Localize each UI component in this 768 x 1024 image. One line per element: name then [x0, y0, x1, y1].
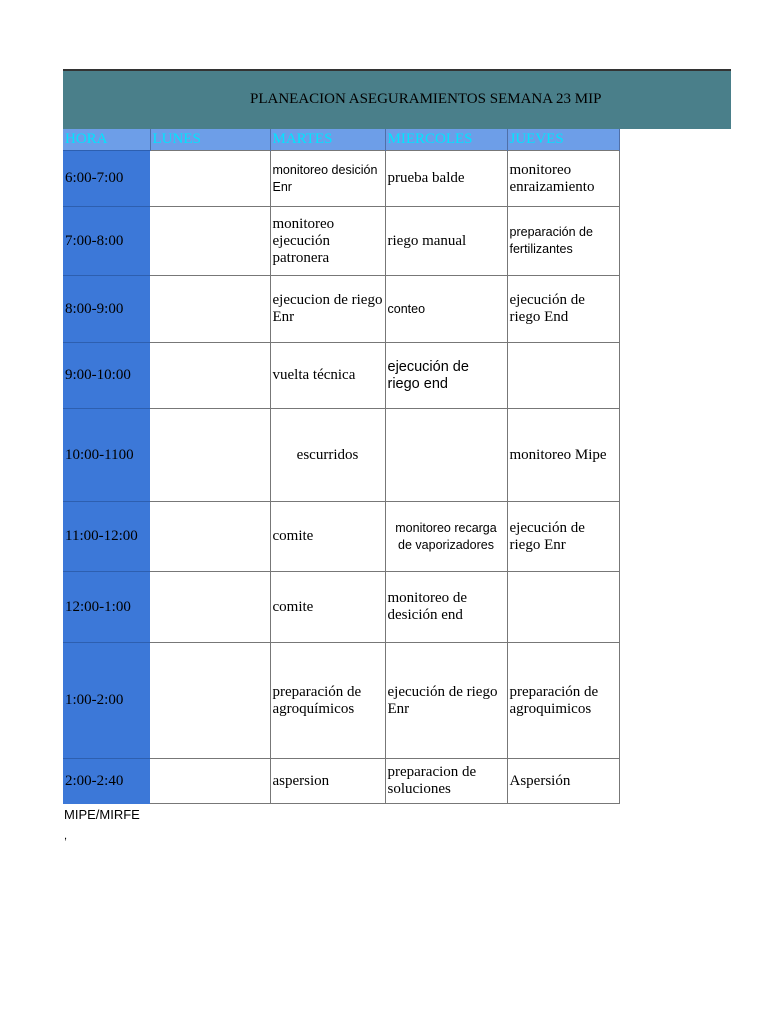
- table-row: [63, 207, 619, 276]
- martes-cell: monitoreo desición Enr: [270, 151, 385, 207]
- table-row: [63, 276, 619, 343]
- table-row: [63, 572, 619, 643]
- hora-cell: 2:00-2:40: [63, 759, 150, 804]
- table-row: [63, 409, 619, 502]
- lunes-cell: [150, 343, 270, 409]
- header-hora: HORA: [63, 129, 150, 151]
- hora-cell: 6:00-7:00: [63, 151, 150, 207]
- header-martes: MARTES: [270, 129, 385, 151]
- hora-cell: 10:00-1100: [63, 409, 150, 502]
- hora-cell: 9:00-10:00: [63, 343, 150, 409]
- page-title: PLANEACION ASEGURAMIENTOS SEMANA 23 MIP: [250, 91, 602, 107]
- header-row: [63, 129, 619, 151]
- jueves-cell: Aspersión: [507, 759, 619, 804]
- table-row: [63, 643, 619, 759]
- martes-cell: ejecucion de riego Enr: [270, 276, 385, 343]
- jueves-cell: ejecución de riego End: [507, 276, 619, 343]
- hora-cell: 11:00-12:00: [63, 502, 150, 572]
- lunes-cell: [150, 502, 270, 572]
- jueves-cell: [507, 343, 619, 409]
- miercoles-cell: monitoreo recarga de vaporizadores: [385, 502, 507, 572]
- table-row: [63, 502, 619, 572]
- martes-cell: vuelta técnica: [270, 343, 385, 409]
- miercoles-cell: monitoreo de desición end: [385, 572, 507, 643]
- table-row: [63, 343, 619, 409]
- jueves-cell: ejecución de riego Enr: [507, 502, 619, 572]
- lunes-cell: [150, 572, 270, 643]
- miercoles-cell: [385, 409, 507, 502]
- header-lunes: LUNES: [150, 129, 270, 151]
- miercoles-cell: ejecución de riego Enr: [385, 643, 507, 759]
- martes-cell: comite: [270, 502, 385, 572]
- hora-cell: 7:00-8:00: [63, 207, 150, 276]
- jueves-cell: preparación de agroquimicos: [507, 643, 619, 759]
- jueves-cell: [507, 572, 619, 643]
- martes-cell: preparación de agroquímicos: [270, 643, 385, 759]
- lunes-cell: [150, 151, 270, 207]
- hora-cell: 1:00-2:00: [63, 643, 150, 759]
- miercoles-cell: prueba balde: [385, 151, 507, 207]
- lunes-cell: [150, 207, 270, 276]
- hora-cell: 8:00-9:00: [63, 276, 150, 343]
- header-jueves: JUEVES: [507, 129, 619, 151]
- martes-cell: escurridos: [270, 409, 385, 502]
- miercoles-cell: riego manual: [385, 207, 507, 276]
- martes-cell: aspersion: [270, 759, 385, 804]
- miercoles-cell: conteo: [385, 276, 507, 343]
- lunes-cell: [150, 643, 270, 759]
- jueves-cell: preparación de fertilizantes: [507, 207, 619, 276]
- martes-cell: monitoreo ejecución patronera: [270, 207, 385, 276]
- lunes-cell: [150, 276, 270, 343]
- header-miercoles: MIERCOLES: [385, 129, 507, 151]
- miercoles-cell: ejecución de riego end: [385, 343, 507, 409]
- table-row: [63, 759, 619, 804]
- lunes-cell: [150, 759, 270, 804]
- jueves-cell: monitoreo Mipe: [507, 409, 619, 502]
- hora-cell: 12:00-1:00: [63, 572, 150, 643]
- jueves-cell: monitoreo enraizamiento: [507, 151, 619, 207]
- footer-mark: ,: [64, 830, 68, 842]
- schedule-table: [63, 129, 620, 804]
- martes-cell: comite: [270, 572, 385, 643]
- table-row: [63, 151, 619, 207]
- lunes-cell: [150, 409, 270, 502]
- footer-note: MIPE/MIRFE: [64, 807, 140, 822]
- miercoles-cell: preparacion de soluciones: [385, 759, 507, 804]
